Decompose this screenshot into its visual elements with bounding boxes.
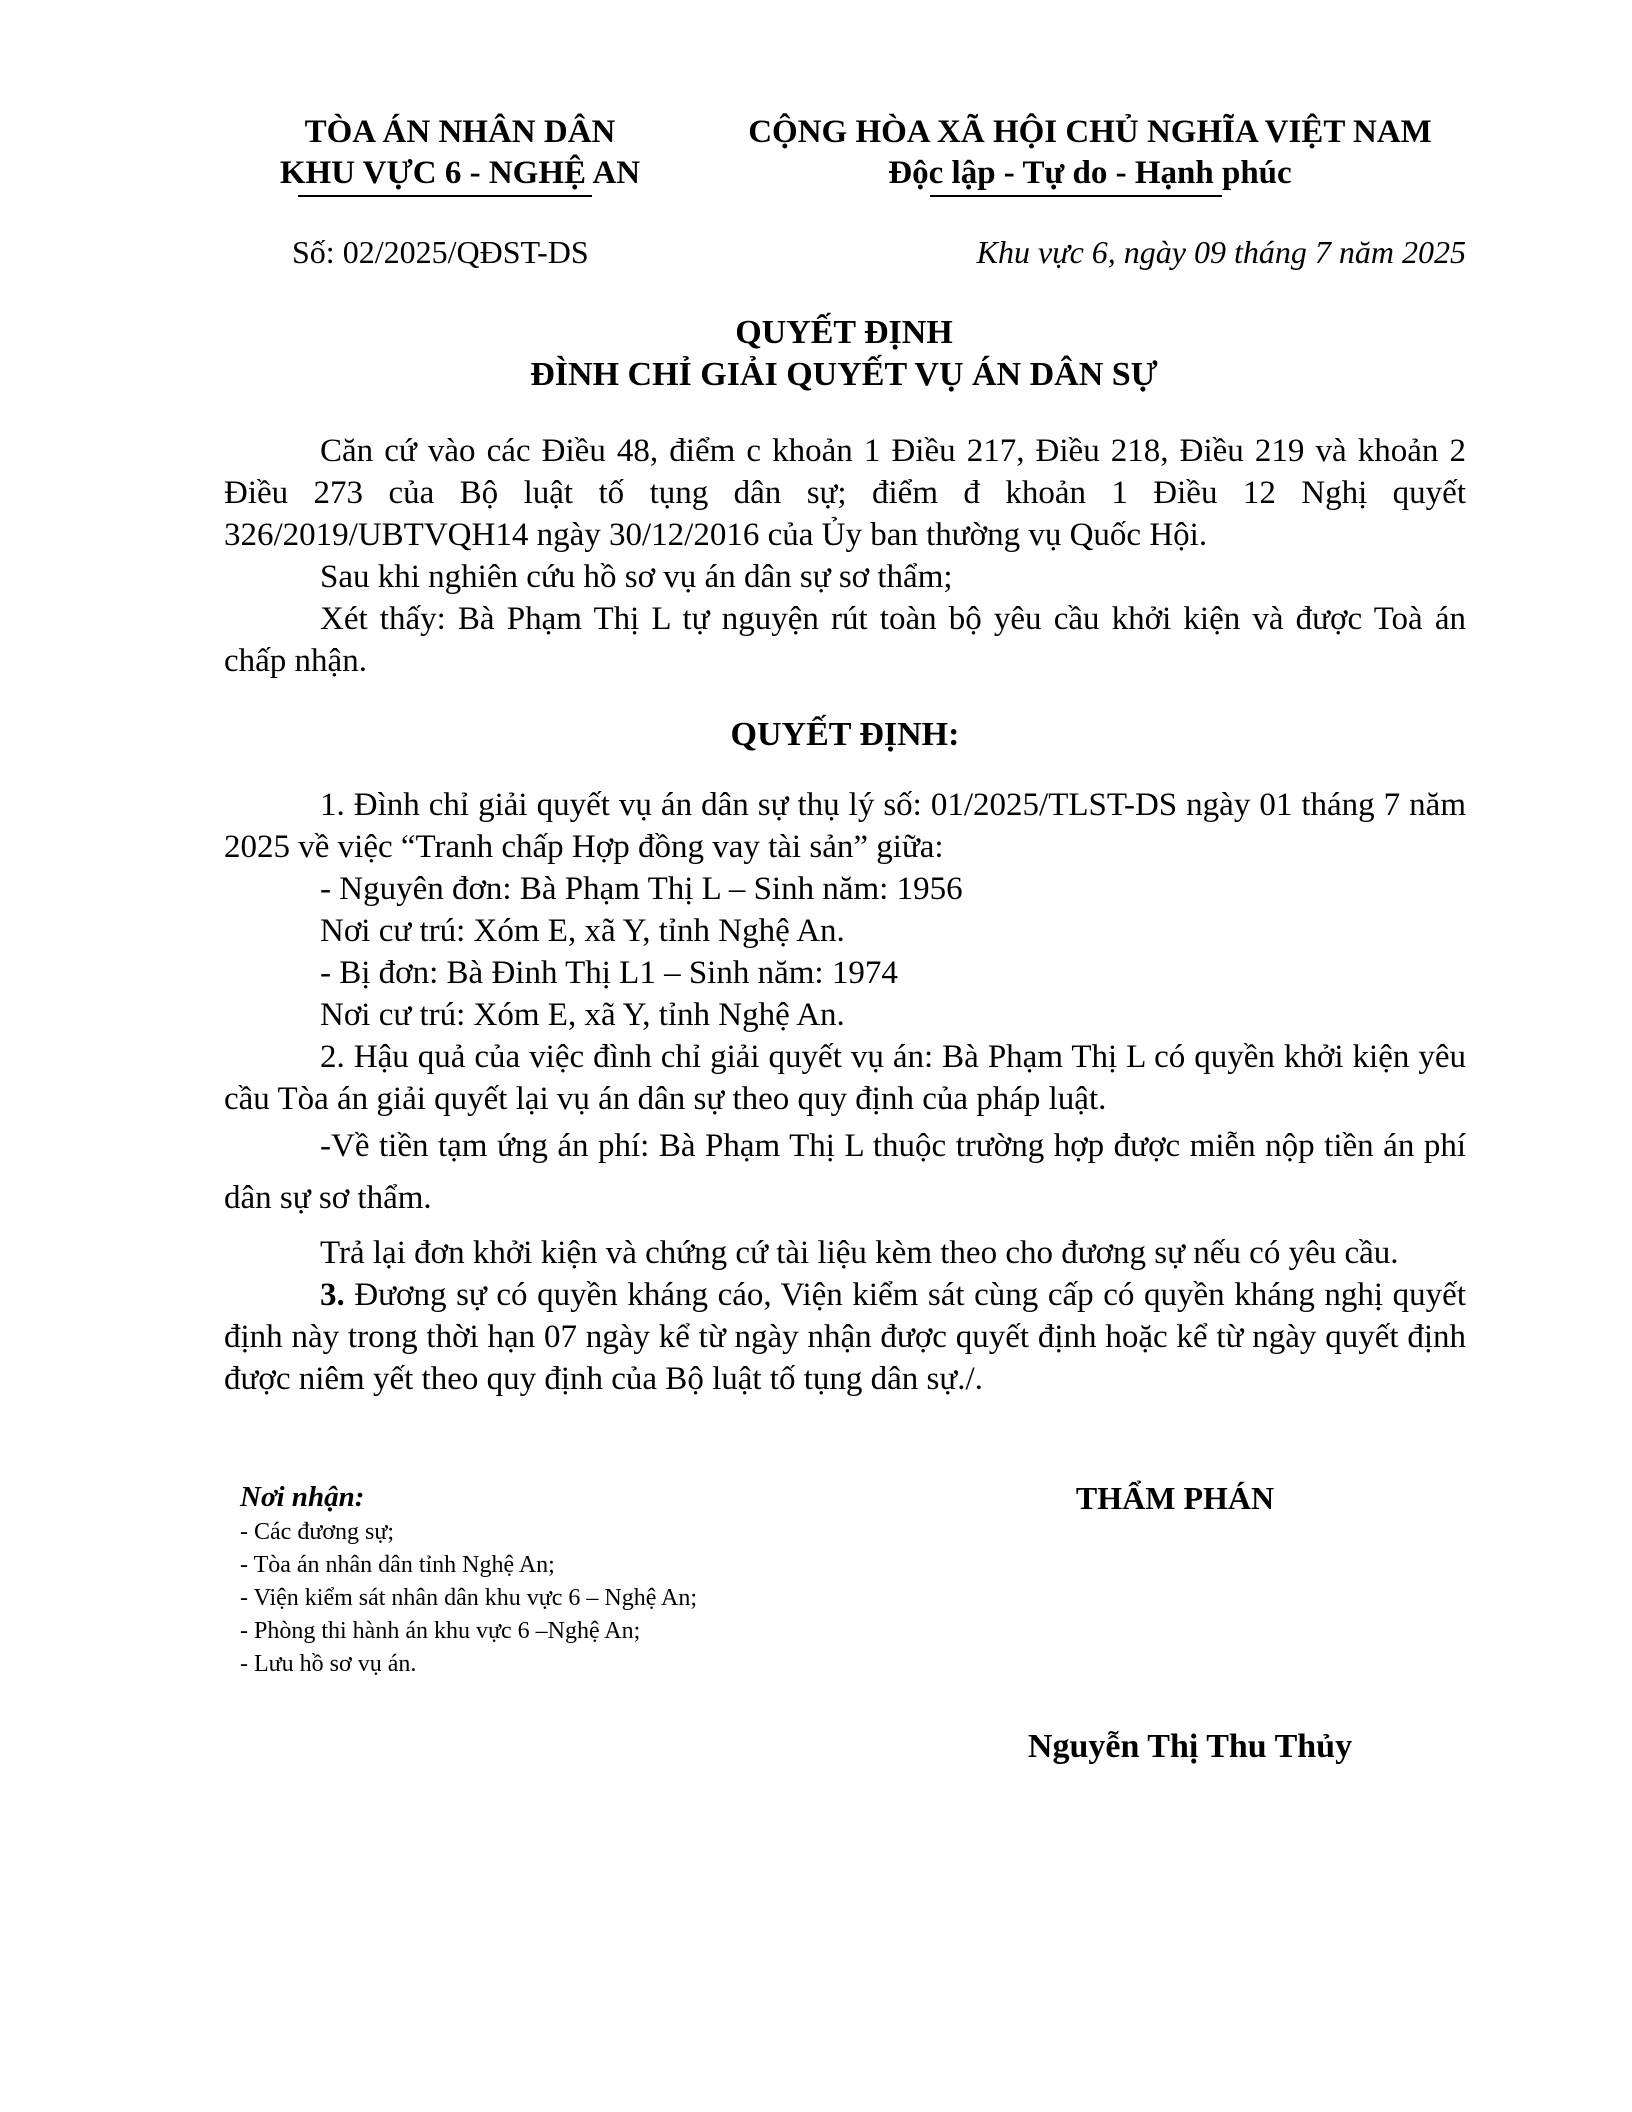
decision-item-1: 1. Đình chỉ giải quyết vụ án dân sự thụ lý số: 01/2025/TLST-DS ngày 01 tháng 7 năm 2025 về việc “Tranh chấp Hợp đồng vay tài sản” giữa: [224, 787, 1466, 865]
consideration-statement: Xét thấy: Bà Phạm Thị L tự nguyện rút toàn bộ yêu cầu khởi kiện và được Toà án chấp nhận. [224, 601, 1466, 679]
place-date: Khu vực 6, ngày 09 tháng 7 năm 2025 [976, 234, 1466, 270]
court-underline [298, 195, 592, 197]
court-fee-note: -Về tiền tạm ứng án phí: Bà Phạm Thị L thuộc trường hợp được miễn nộp tiền án phí dân sự sơ thẩm. [224, 1128, 1466, 1216]
motto-underline [930, 195, 1222, 197]
signer-name: Nguyễn Thị Thu Thủy [1027, 1728, 1353, 1765]
national-name: CỘNG HÒA XÃ HỘI CHỦ NGHĨA VIỆT NAM [748, 114, 1432, 150]
decision-heading: QUYẾT ĐỊNH: [730, 716, 960, 753]
item-3-text: Đương sự có quyền kháng cáo, Viện kiểm sát cùng cấp có quyền kháng nghị quyết định này trong thời hạn 07 ngày kể từ ngày nhận được quyết định hoặc kể từ ngày quyết định được niêm yết theo quy định của Bộ luật tố tụng dân sự./. [224, 1277, 1466, 1397]
recipients-block [240, 1478, 940, 1681]
legal-basis: Căn cứ vào các Điều 48, điểm c khoản 1 Điều 217, Điều 218, Điều 219 và khoản 2 Điều 273 của Bộ luật tố tụng dân sự; điểm đ khoản 1 Điều 12 Nghị quyết 326/2019/UBTVQH14 ngày 30/12/2016 của Ủy ban thường vụ Quốc Hội. [224, 433, 1466, 553]
recipient-item: - Các đương sự; [240, 1516, 940, 1549]
item-3-number: 3. [320, 1277, 345, 1313]
decision-item-3 [224, 1274, 1466, 1400]
title-line-2: ĐÌNH CHỈ GIẢI QUYẾT VỤ ÁN DÂN SỰ [530, 356, 1158, 393]
plaintiff-line: - Nguyên đơn: Bà Phạm Thị L – Sinh năm: 1956 [320, 871, 963, 907]
defendant-line: - Bị đơn: Bà Đinh Thị L1 – Sinh năm: 1974 [320, 955, 898, 991]
signer-role: THẨM PHÁN [1075, 1480, 1275, 1516]
national-motto: Độc lập - Tự do - Hạnh phúc [888, 155, 1292, 191]
plaintiff-address: Nơi cư trú: Xóm E, xã Y, tỉnh Nghệ An. [320, 913, 845, 949]
recipient-item: - Tòa án nhân dân tỉnh Nghệ An; [240, 1549, 940, 1582]
court-name: TÒA ÁN NHÂN DÂN [304, 114, 616, 150]
defendant-address: Nơi cư trú: Xóm E, xã Y, tỉnh Nghệ An. [320, 997, 845, 1033]
preamble [224, 430, 1466, 682]
return-documents: Trả lại đơn khởi kiện và chứng cứ tài liệu kèm theo cho đương sự nếu có yêu cầu. [320, 1235, 1399, 1271]
research-statement: Sau khi nghiên cứu hồ sơ vụ án dân sự sơ thẩm; [320, 559, 953, 595]
court-header [230, 112, 690, 194]
recipient-item: - Viện kiểm sát nhân dân khu vực 6 – Nghệ An; [240, 1582, 940, 1615]
decision-item-2: 2. Hậu quả của việc đình chỉ giải quyết vụ án: Bà Phạm Thị L có quyền khởi kiện yêu cầu Tòa án giải quyết lại vụ án dân sự theo quy định của pháp luật. [224, 1039, 1466, 1117]
document-title [220, 312, 1468, 396]
recipients-title: Nơi nhận: [240, 1481, 365, 1513]
recipient-item: - Lưu hồ sơ vụ án. [240, 1648, 940, 1681]
national-header [690, 112, 1490, 194]
recipients-list [240, 1516, 940, 1681]
recipient-item: - Phòng thi hành án khu vực 6 –Nghệ An; [240, 1615, 940, 1648]
document-number: Số: 02/2025/QĐST-DS [292, 234, 589, 270]
decision-body [224, 784, 1466, 1400]
court-region: KHU VỰC 6 - NGHỆ AN [279, 155, 641, 191]
title-line-1: QUYẾT ĐỊNH [735, 314, 953, 351]
